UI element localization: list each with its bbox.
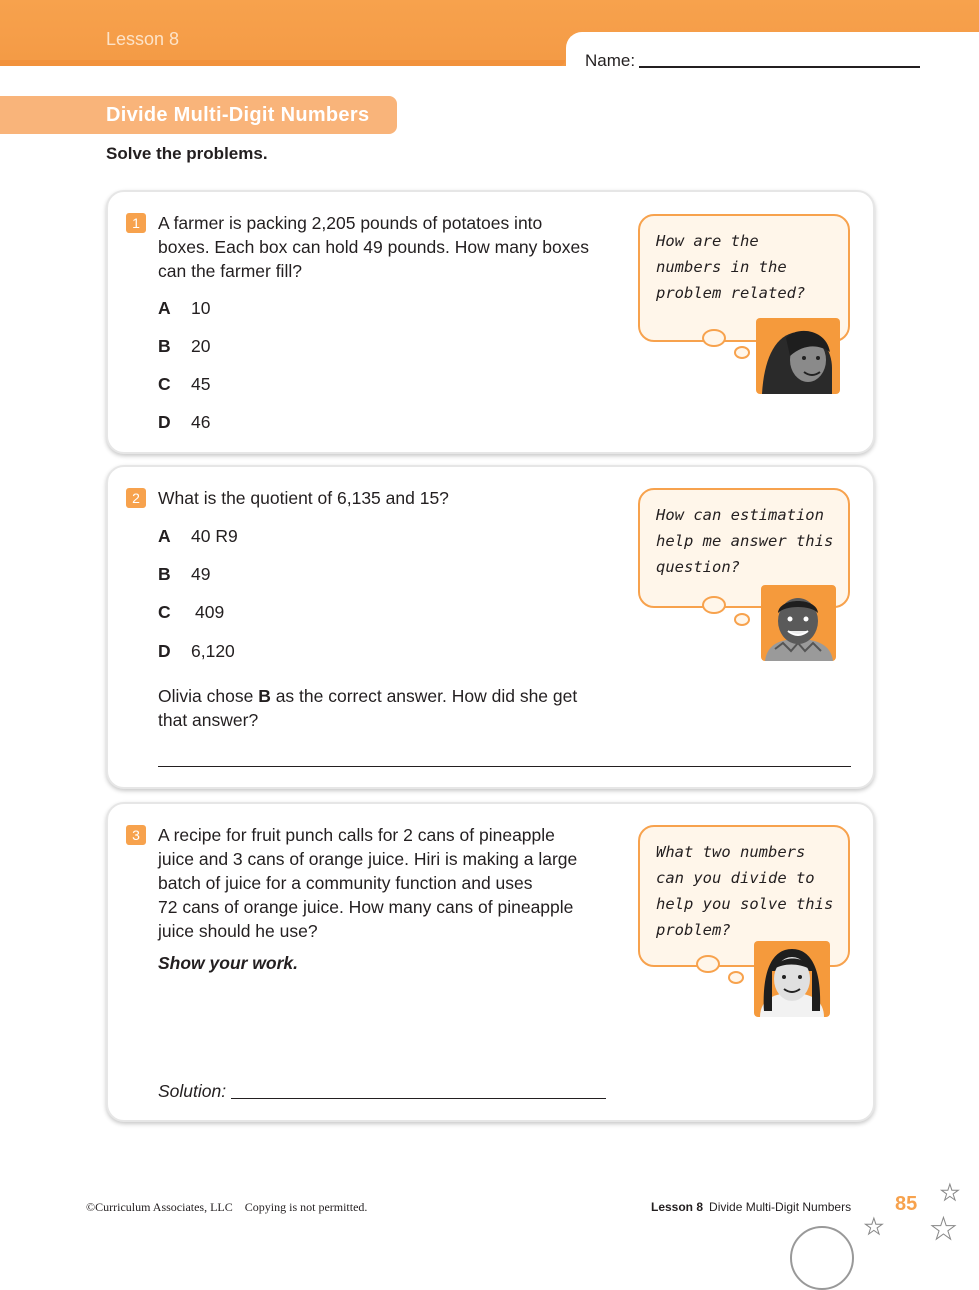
- problem-2-choice-d[interactable]: [158, 641, 235, 662]
- page-number: 85: [895, 1193, 918, 1215]
- hint-2-line-3: question?: [656, 558, 740, 576]
- hint-3-line-3: help you solve this: [656, 895, 834, 913]
- student-avatar-girl: [756, 318, 840, 394]
- thought-cloud-large: [696, 955, 720, 973]
- choice-letter: D: [158, 641, 171, 661]
- problem-number-2: 2: [126, 488, 146, 508]
- problem-2-choice-a[interactable]: [158, 526, 238, 547]
- thought-cloud-small: [728, 971, 744, 984]
- problem-1-text: [158, 211, 618, 283]
- problem-1-choice-d[interactable]: [158, 412, 210, 433]
- instructions: Solve the problems.: [106, 144, 268, 163]
- problem-2-choice-c[interactable]: [158, 602, 224, 623]
- choice-value: 409: [195, 602, 225, 622]
- choice-letter: D: [158, 412, 171, 432]
- hint-1-line-2: numbers in the: [656, 258, 787, 276]
- student-avatar-boy: [761, 585, 836, 661]
- footer-copyright: ©Curriculum Associates, LLC Copying is not permitted.: [86, 1200, 368, 1214]
- footer-lesson-bold: Lesson 8: [651, 1200, 704, 1214]
- problem-1-choice-a[interactable]: [158, 298, 210, 319]
- thought-cloud-large: [702, 596, 726, 614]
- choice-value: 20: [191, 336, 211, 356]
- choice-letter: B: [158, 564, 171, 584]
- problem-2-text: [158, 486, 618, 510]
- choice-letter: A: [158, 298, 171, 318]
- problem-number-1: 1: [126, 213, 146, 233]
- swirl-icon: [790, 1226, 854, 1290]
- problem-1-choice-b[interactable]: [158, 336, 210, 357]
- problem-3-line-5: juice should he use?: [158, 921, 318, 941]
- choice-letter: B: [158, 336, 171, 356]
- problem-2-answer-line[interactable]: [158, 766, 851, 767]
- footer-lesson-title: Divide Multi-Digit Numbers: [709, 1200, 852, 1214]
- hint-text-2: [656, 502, 836, 580]
- problem-2-choice-b[interactable]: [158, 564, 210, 585]
- hint-1-line-3: problem related?: [656, 284, 806, 302]
- hint-2-line-1: How can estimation: [656, 506, 824, 524]
- thought-cloud-small: [734, 346, 750, 359]
- hint-3-line-2: can you divide to: [656, 869, 815, 887]
- star-icon: ★: [940, 1180, 960, 1205]
- problem-2-followup: [158, 684, 628, 732]
- choice-letter: C: [158, 374, 171, 394]
- student-avatar-girl-2: [754, 941, 830, 1017]
- star-icon: ★: [930, 1213, 957, 1246]
- page-title: Divide Multi-Digit Numbers: [106, 104, 370, 126]
- hint-text-1: [656, 228, 836, 306]
- followup-pre: Olivia chose: [158, 686, 259, 706]
- problem-3-line-3: batch of juice for a community function and uses: [158, 873, 533, 893]
- thought-cloud-large: [702, 329, 726, 347]
- choice-value: 49: [191, 564, 211, 584]
- choice-value: 40 R9: [191, 526, 238, 546]
- choice-letter: A: [158, 526, 171, 546]
- problem-1-line-3: can the farmer fill?: [158, 261, 302, 281]
- hint-3-line-1: What two numbers: [656, 843, 806, 861]
- problem-3-line-4: 72 cans of orange juice. How many cans of pineapple: [158, 897, 574, 917]
- hint-2-line-2: help me answer this: [656, 532, 834, 550]
- problem-2-followup-line-2: that answer?: [158, 710, 259, 730]
- solution-label: Solution:: [158, 1081, 227, 1101]
- name-label: Name:: [585, 51, 636, 70]
- problem-3-line-1: A recipe for fruit punch calls for 2 cans of pineapple: [158, 825, 555, 845]
- choice-value: 45: [191, 374, 211, 394]
- problem-3-text: [158, 823, 618, 943]
- choice-value: 46: [191, 412, 211, 432]
- followup-bold: B: [258, 686, 271, 706]
- hint-text-3: [656, 839, 836, 943]
- problem-2-followup-line-1: [158, 684, 628, 708]
- choice-value: 10: [191, 298, 211, 318]
- name-field[interactable]: [639, 66, 920, 68]
- show-work-label: Show your work.: [158, 953, 299, 973]
- problem-1-line-2: boxes. Each box can hold 49 pounds. How many boxes: [158, 237, 589, 257]
- thought-cloud-small: [734, 613, 750, 626]
- lesson-label: Lesson 8: [106, 29, 180, 49]
- problem-1-line-1: A farmer is packing 2,205 pounds of potatoes into: [158, 213, 543, 233]
- footer-lesson: [651, 1200, 851, 1214]
- problem-number-3: 3: [126, 825, 146, 845]
- problem-1-choice-c[interactable]: [158, 374, 210, 395]
- hint-1-line-1: How are the: [656, 232, 759, 250]
- star-icon: ★: [864, 1214, 884, 1239]
- hint-3-line-4: problem?: [656, 921, 731, 939]
- problem-3-line-2: juice and 3 cans of orange juice. Hiri is making a large: [158, 849, 578, 869]
- followup-post: as the correct answer. How did she get: [270, 686, 578, 706]
- choice-letter: C: [158, 602, 171, 622]
- problem-2-line-1: What is the quotient of 6,135 and 15?: [158, 488, 449, 508]
- choice-value: 6,120: [191, 641, 235, 661]
- solution-input[interactable]: [231, 1098, 606, 1099]
